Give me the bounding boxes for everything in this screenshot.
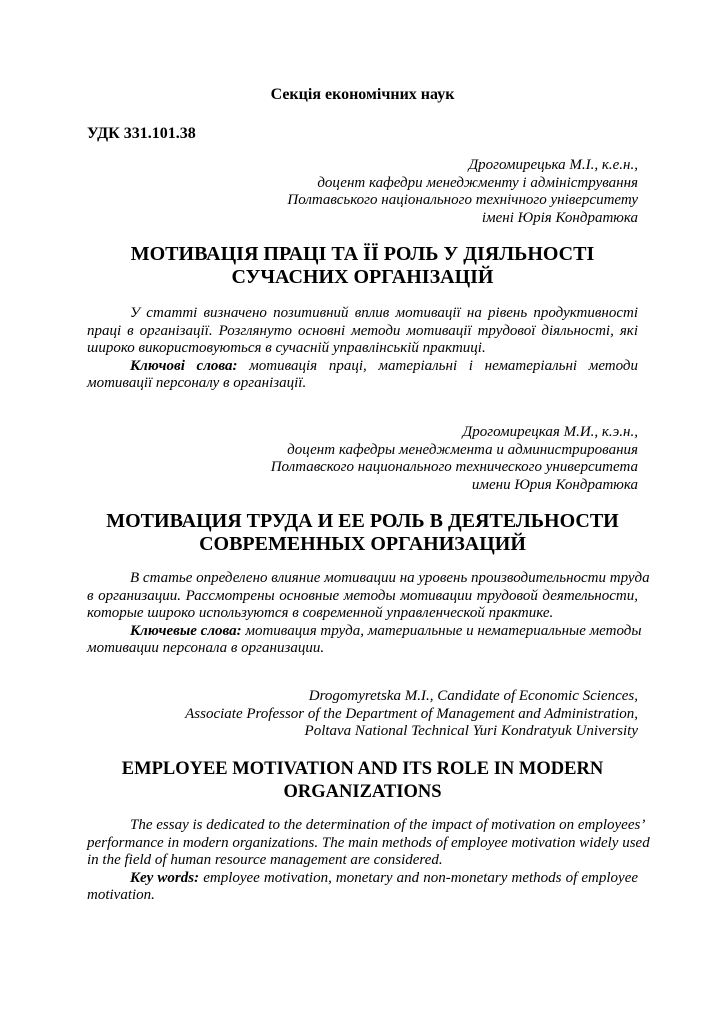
abstract-line: У статті визначено позитивний вплив мотивації на рівень продуктивності bbox=[130, 305, 638, 321]
author-line: Дрогомирецкая М.И., к.э.н., bbox=[462, 424, 638, 440]
author-line: Полтавського національного технічного університету bbox=[287, 192, 638, 208]
author-line: імені Юрія Кондратюка bbox=[481, 209, 638, 226]
title-line: МОТИВАЦИЯ ТРУДА И ЕЕ РОЛЬ В ДЕЯТЕЛЬНОСТИ bbox=[106, 510, 619, 532]
article-title-ua bbox=[87, 243, 638, 289]
author-line: Drogomyretska M.I., Candidate of Economic Sciences, bbox=[308, 688, 638, 704]
keywords-text: мотивації персоналу в організації. bbox=[87, 375, 307, 391]
abstract-ru bbox=[87, 570, 650, 658]
author-line: имени Юрия Кондратюка bbox=[471, 476, 638, 493]
abstract-line: В статье определено влияние мотивации на уровень производительности труда bbox=[130, 570, 650, 586]
keywords-text: мотивации персонала в организации. bbox=[87, 640, 325, 656]
keywords-text: мотивация труда, материальные и нематериальные методы bbox=[245, 622, 642, 639]
udk-code: УДК 331.101.38 bbox=[87, 125, 196, 142]
title-line: EMPLOYEE MOTIVATION AND ITS ROLE IN MODERN bbox=[121, 759, 604, 779]
keywords-text: employee motivation, monetary and non-monetary methods of employee bbox=[203, 869, 639, 886]
abstract-line: performance in modern organizations. The main methods of employee motivation widely used bbox=[87, 834, 650, 851]
abstract-line: The essay is dedicated to the determination of the impact of motivation on employees’ bbox=[130, 817, 646, 833]
author-line: доцент кафедри менеджменту і адміністрування bbox=[317, 174, 638, 191]
author-line: Полтавского национального технического университета bbox=[270, 459, 638, 475]
keywords-label: Key words: bbox=[130, 869, 200, 886]
abstract-line: в организации. Рассмотрены основные методы мотивации трудовой деятельности, bbox=[87, 587, 638, 604]
author-line: Poltava National Technical Yuri Kondratyuk University bbox=[304, 723, 638, 739]
author-block-ru bbox=[87, 424, 638, 494]
title-line: СУЧАСНИХ ОРГАНІЗАЦІЙ bbox=[231, 266, 494, 288]
author-block-en bbox=[87, 688, 638, 741]
abstract-line: праці в організації. Розглянуто основні методи мотивації трудової діяльності, які bbox=[87, 322, 638, 339]
keywords-label: Ключові слова: bbox=[130, 357, 238, 374]
section-heading: Секція економічних наук bbox=[270, 86, 455, 103]
keywords-text: мотивація праці, матеріальні і нематеріальні методи bbox=[249, 357, 639, 374]
title-line: ORGANIZATIONS bbox=[283, 782, 442, 802]
article-title-ru bbox=[87, 510, 638, 556]
author-line: Дрогомирецька М.І., к.е.н., bbox=[468, 157, 638, 173]
keywords-text: motivation. bbox=[87, 887, 155, 903]
article-title-en bbox=[87, 758, 638, 804]
author-line: доцент кафедры менеджмента и администрирования bbox=[287, 441, 638, 458]
author-line: Associate Professor of the Department of Management and Administration, bbox=[185, 705, 638, 722]
abstract-en bbox=[87, 817, 650, 905]
keywords-label: Ключевые слова: bbox=[130, 622, 242, 639]
author-block-ua bbox=[87, 157, 638, 227]
abstract-line: широко використовуються в сучасній управлінській практиці. bbox=[87, 340, 486, 356]
title-line: МОТИВАЦІЯ ПРАЦІ ТА ЇЇ РОЛЬ У ДІЯЛЬНОСТІ bbox=[130, 243, 595, 265]
abstract-line: in the field of human resource management are considered. bbox=[87, 852, 443, 868]
abstract-ua bbox=[87, 305, 638, 393]
title-line: СОВРЕМЕННЫХ ОРГАНИЗАЦИЙ bbox=[199, 533, 526, 555]
abstract-line: которые широко используются в современной управленческой практике. bbox=[87, 605, 554, 621]
